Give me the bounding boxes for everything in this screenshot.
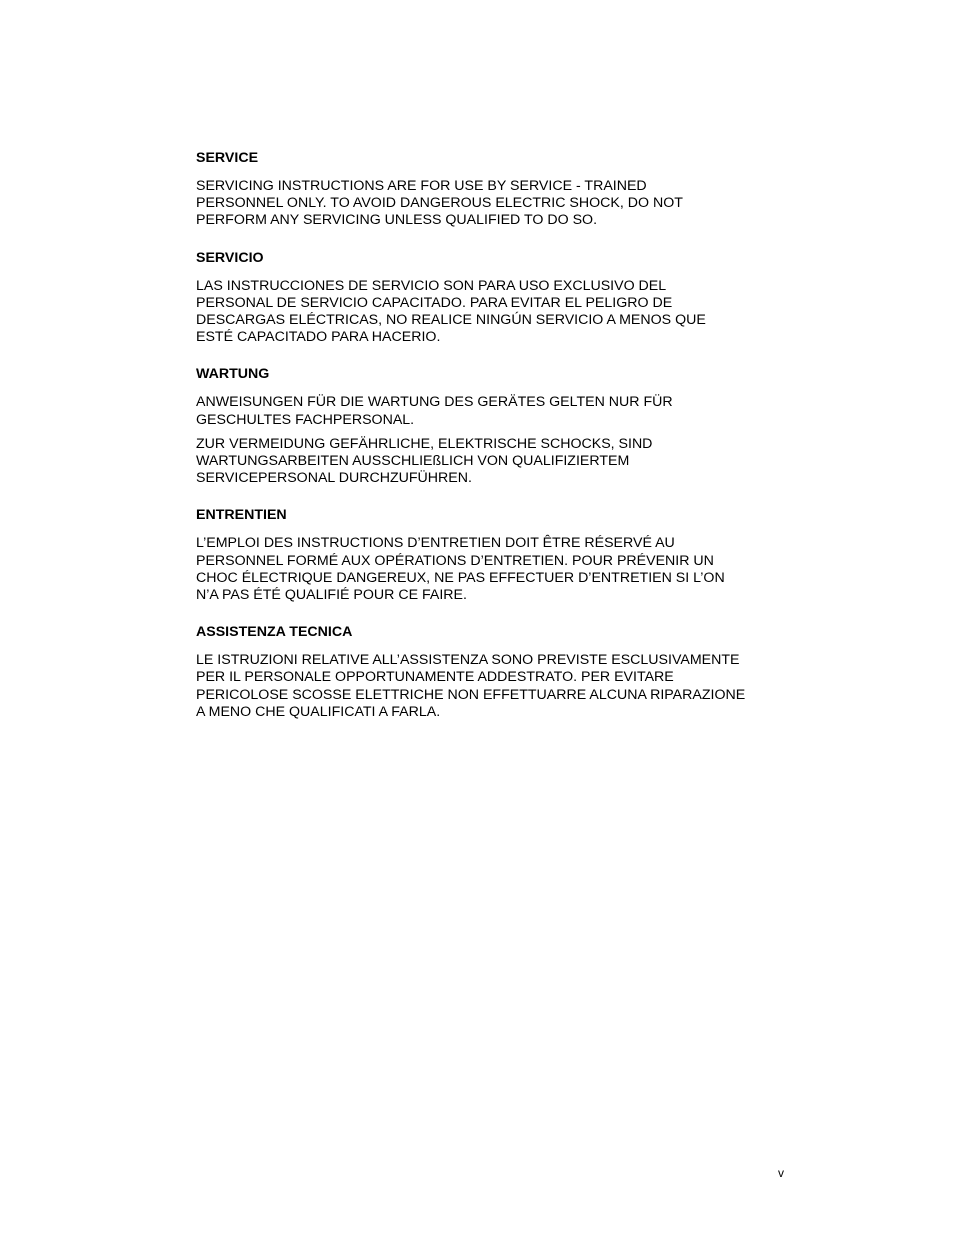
section-servicio	[196, 250, 796, 347]
section-service	[196, 150, 796, 230]
section-paragraph: ZUR VERMEIDUNG GEFÄHRLICHE, ELEKTRISCHE SCHOCKS, SIND WARTUNGSARBEITEN AUSSCHLIEßLICH VON QUALIFIZIERTEM SERVICEPERSONAL DURCHZUFÜHREN.	[196, 435, 653, 487]
section-paragraph: LE ISTRUZIONI RELATIVE ALL’ASSISTENZA SONO PREVISTE ESCLUSIVAMENTE PER IL PERSONALE OPPORTUNAMENTE ADDESTRATO. PER EVITARE PERICOLOSE SCOSSE ELETTRICHE NON EFFETTUARRE ALCUNA RIPARAZIONE A MENO CHE QUALIFICATI A FARLA.	[196, 652, 746, 720]
section-wartung	[196, 366, 796, 487]
section-heading: ENTRENTIEN	[196, 507, 287, 524]
section-paragraph: LAS INSTRUCCIONES DE SERVICIO SON PARA USO EXCLUSIVO DEL PERSONAL DE SERVICIO CAPACITADO. PARA EVITAR EL PELIGRO DE DESCARGAS ELÉCTRICAS, NO REALICE NINGÚN SERVICIO A MENOS QUE ESTÉ CAPACITADO PARA HACERIO.	[196, 277, 706, 346]
section-paragraph: L’EMPLOI DES INSTRUCTIONS D’ENTRETIEN DOIT ÊTRE RÉSERVÉ AU PERSONNEL FORMÉ AUX OPÉRATIONS D’ENTRETIEN. POUR PRÉVENIR UN CHOC ÉLECTRIQUE DANGEREUX, NE PAS EFFECTUER D’ENTRETIEN SI L’ON N’A PAS ÉTÉ QUALIFIÉ POUR CE FAIRE.	[196, 535, 725, 604]
document-body	[196, 150, 796, 741]
section-heading: SERVICIO	[196, 249, 264, 266]
section-entrentien	[196, 507, 796, 604]
section-paragraph: ANWEISUNGEN FÜR DIE WARTUNG DES GERÄTES GELTEN NUR FÜR GESCHULTES FACHPERSONAL.	[196, 394, 673, 428]
section-assistenza-tecnica	[196, 624, 796, 721]
section-heading: WARTUNG	[196, 366, 270, 383]
page-number: v	[778, 1166, 784, 1180]
section-heading: ASSISTENZA TECNICA	[196, 624, 353, 641]
section-heading: SERVICE	[196, 150, 259, 166]
section-paragraph: SERVICING INSTRUCTIONS ARE FOR USE BY SERVICE - TRAINED PERSONNEL ONLY. TO AVOID DANGEROUS ELECTRIC SHOCK, DO NOT PERFORM ANY SERVICING UNLESS QUALIFIED TO DO SO.	[196, 178, 683, 229]
